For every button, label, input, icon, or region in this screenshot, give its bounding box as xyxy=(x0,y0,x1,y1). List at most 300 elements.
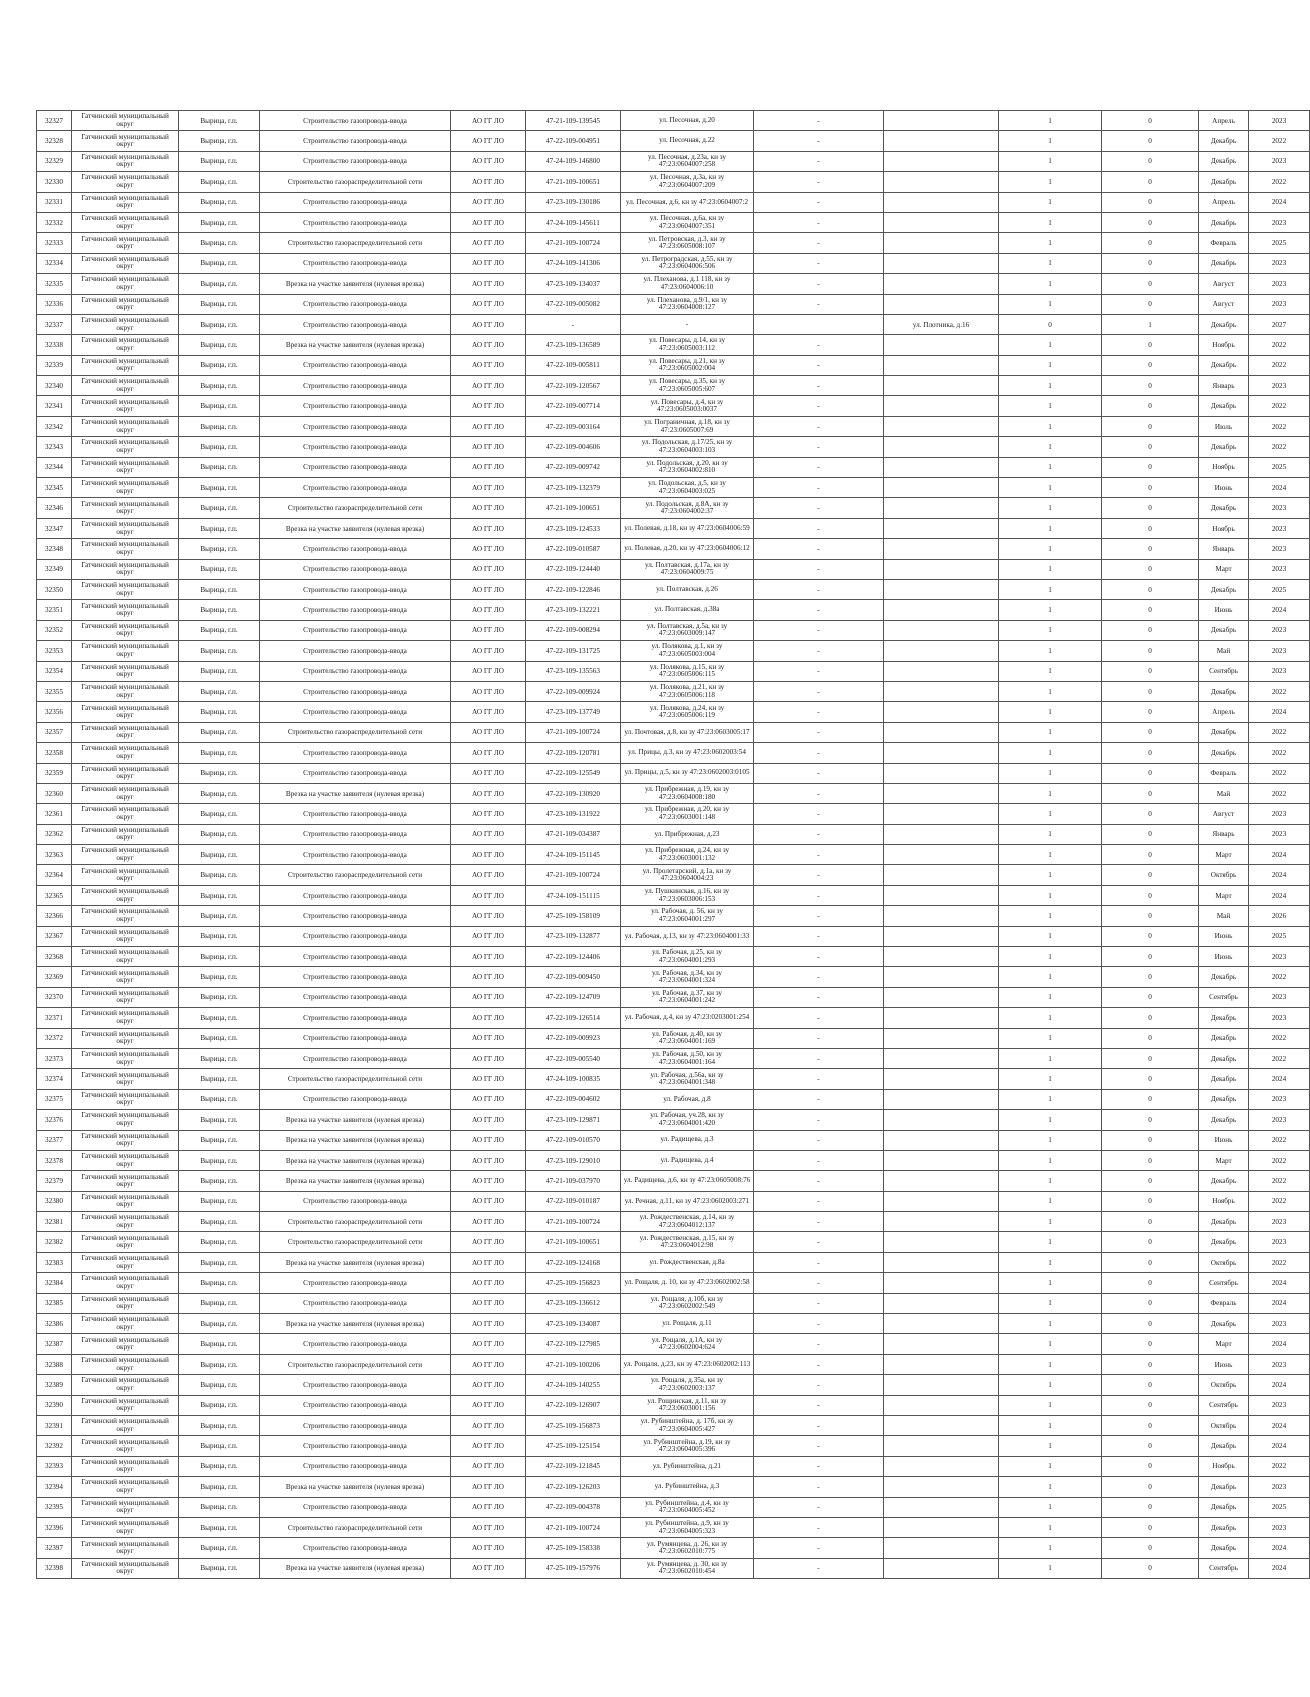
municipality-cell: Гатчинский муниципальный округ xyxy=(72,498,179,518)
count-b-cell: 0 xyxy=(1102,559,1199,579)
row-number-cell: 32378 xyxy=(37,1150,72,1170)
settlement-cell: Вырица, г.п. xyxy=(179,579,260,599)
year-cell: 2023 xyxy=(1249,212,1310,232)
settlement-cell: Вырица, г.п. xyxy=(179,314,260,334)
application-number-cell: 47-22-109-003164 xyxy=(526,416,621,436)
application-number-cell: 47-21-109-100724 xyxy=(526,865,621,885)
alt-address-cell: ул. Плотника, д.16 xyxy=(884,314,999,334)
settlement-cell: Вырица, г.п. xyxy=(179,437,260,457)
settlement-cell: Вырица, г.п. xyxy=(179,1538,260,1558)
month-cell: Май xyxy=(1199,641,1249,661)
month-cell: Октябрь xyxy=(1199,1252,1249,1272)
municipality-cell: Гатчинский муниципальный округ xyxy=(72,1212,179,1232)
work-type-cell: Строительство газопровода-ввода xyxy=(260,763,451,783)
settlement-cell: Вырица, г.п. xyxy=(179,253,260,273)
organization-cell: АО ГГ ЛО xyxy=(451,131,526,151)
alt-address-cell xyxy=(884,783,999,803)
address-cell: ул. Повесары, д.14, кн зу 47:23:0605003:112 xyxy=(621,335,754,355)
year-cell: 2025 xyxy=(1249,579,1310,599)
municipality-cell: Гатчинский муниципальный округ xyxy=(72,151,179,171)
alt-address-cell xyxy=(884,661,999,681)
year-cell: 2024 xyxy=(1249,1416,1310,1436)
application-number-cell: 47-22-109-122846 xyxy=(526,579,621,599)
organization-cell: АО ГГ ЛО xyxy=(451,1150,526,1170)
count-a-cell: 1 xyxy=(999,824,1102,844)
organization-cell: АО ГГ ЛО xyxy=(451,233,526,253)
organization-cell: АО ГГ ЛО xyxy=(451,151,526,171)
organization-cell: АО ГГ ЛО xyxy=(451,498,526,518)
table-row xyxy=(37,457,1310,477)
table-row xyxy=(37,1314,1310,1334)
address-cell: ул. Радищева, д.4 xyxy=(621,1150,754,1170)
month-cell: Ноябрь xyxy=(1199,1191,1249,1211)
row-number-cell: 32370 xyxy=(37,987,72,1007)
count-a-cell: 1 xyxy=(999,600,1102,620)
year-cell: 2024 xyxy=(1249,1069,1310,1089)
settlement-cell: Вырица, г.п. xyxy=(179,1130,260,1150)
row-number-cell: 32360 xyxy=(37,783,72,803)
year-cell: 2022 xyxy=(1249,1191,1310,1211)
dash-cell-cell: - xyxy=(754,111,884,131)
year-cell: 2023 xyxy=(1249,824,1310,844)
row-number-cell: 32374 xyxy=(37,1069,72,1089)
count-b-cell: 0 xyxy=(1102,845,1199,865)
municipality-cell: Гатчинский муниципальный округ xyxy=(72,1252,179,1272)
row-number-cell: 32387 xyxy=(37,1334,72,1354)
settlement-cell: Вырица, г.п. xyxy=(179,763,260,783)
year-cell: 2022 xyxy=(1249,681,1310,701)
month-cell: Июнь xyxy=(1199,926,1249,946)
settlement-cell: Вырица, г.п. xyxy=(179,743,260,763)
month-cell: Февраль xyxy=(1199,1293,1249,1313)
settlement-cell: Вырица, г.п. xyxy=(179,845,260,865)
count-b-cell: 0 xyxy=(1102,1436,1199,1456)
dash-cell-cell: - xyxy=(754,1110,884,1130)
year-cell: 2022 xyxy=(1249,396,1310,416)
organization-cell: АО ГГ ЛО xyxy=(451,1252,526,1272)
count-b-cell: 0 xyxy=(1102,151,1199,171)
count-a-cell: 1 xyxy=(999,620,1102,640)
dash-cell-cell: - xyxy=(754,1069,884,1089)
row-number-cell: 32395 xyxy=(37,1497,72,1517)
alt-address-cell xyxy=(884,376,999,396)
count-a-cell: 1 xyxy=(999,274,1102,294)
count-a-cell: 1 xyxy=(999,1191,1102,1211)
address-cell: ул. Подольская, д.20, кн зу 47:23:0604002:810 xyxy=(621,457,754,477)
dash-cell-cell: - xyxy=(754,600,884,620)
count-a-cell: 1 xyxy=(999,743,1102,763)
alt-address-cell xyxy=(884,641,999,661)
address-cell: ул. Рубинштейна, д.21 xyxy=(621,1456,754,1476)
organization-cell: АО ГГ ЛО xyxy=(451,192,526,212)
application-number-cell: 47-22-109-004602 xyxy=(526,1089,621,1109)
dash-cell-cell xyxy=(754,314,884,334)
organization-cell: АО ГГ ЛО xyxy=(451,1191,526,1211)
year-cell: 2022 xyxy=(1249,1150,1310,1170)
address-cell: ул. Рощаля, д. 10, кн зу 47:23:0602002:58 xyxy=(621,1273,754,1293)
organization-cell: АО ГГ ЛО xyxy=(451,987,526,1007)
year-cell: 2023 xyxy=(1249,1314,1310,1334)
count-a-cell: 1 xyxy=(999,416,1102,436)
table-row xyxy=(37,212,1310,232)
municipality-cell: Гатчинский муниципальный округ xyxy=(72,804,179,824)
work-type-cell: Строительство газопровода-ввода xyxy=(260,906,451,926)
application-number-cell: 47-23-109-136589 xyxy=(526,335,621,355)
month-cell: Декабрь xyxy=(1199,172,1249,192)
dash-cell-cell: - xyxy=(754,1456,884,1476)
work-type-cell: Строительство газопровода-ввода xyxy=(260,845,451,865)
settlement-cell: Вырица, г.п. xyxy=(179,1069,260,1089)
municipality-cell: Гатчинский муниципальный округ xyxy=(72,743,179,763)
month-cell: Декабрь xyxy=(1199,1069,1249,1089)
month-cell: Декабрь xyxy=(1199,620,1249,640)
month-cell: Март xyxy=(1199,1334,1249,1354)
address-cell: ул. Рубинштейна, д.19, кн зу 47:23:0604005:396 xyxy=(621,1436,754,1456)
month-cell: Сентябрь xyxy=(1199,1395,1249,1415)
month-cell: Июнь xyxy=(1199,600,1249,620)
settlement-cell: Вырица, г.п. xyxy=(179,1232,260,1252)
organization-cell: АО ГГ ЛО xyxy=(451,1538,526,1558)
row-number-cell: 32367 xyxy=(37,926,72,946)
table-row xyxy=(37,314,1310,334)
month-cell: Ноябрь xyxy=(1199,518,1249,538)
alt-address-cell xyxy=(884,1150,999,1170)
table-row xyxy=(37,681,1310,701)
dash-cell-cell: - xyxy=(754,539,884,559)
count-a-cell: 1 xyxy=(999,681,1102,701)
work-type-cell: Строительство газопровода-ввода xyxy=(260,212,451,232)
settlement-cell: Вырица, г.п. xyxy=(179,559,260,579)
year-cell: 2024 xyxy=(1249,702,1310,722)
settlement-cell: Вырица, г.п. xyxy=(179,192,260,212)
month-cell: Май xyxy=(1199,783,1249,803)
settlement-cell: Вырица, г.п. xyxy=(179,926,260,946)
work-type-cell: Строительство газораспределительной сети xyxy=(260,722,451,742)
month-cell: Декабрь xyxy=(1199,131,1249,151)
work-type-cell: Строительство газопровода-ввода xyxy=(260,641,451,661)
dash-cell-cell: - xyxy=(754,151,884,171)
organization-cell: АО ГГ ЛО xyxy=(451,1314,526,1334)
application-number-cell: 47-21-109-037970 xyxy=(526,1171,621,1191)
count-b-cell: 0 xyxy=(1102,1395,1199,1415)
organization-cell: АО ГГ ЛО xyxy=(451,212,526,232)
count-b-cell: 0 xyxy=(1102,967,1199,987)
alt-address-cell xyxy=(884,1314,999,1334)
dash-cell-cell: - xyxy=(754,1089,884,1109)
row-number-cell: 32391 xyxy=(37,1416,72,1436)
count-b-cell: 0 xyxy=(1102,416,1199,436)
year-cell: 2023 xyxy=(1249,1212,1310,1232)
year-cell: 2024 xyxy=(1249,1375,1310,1395)
year-cell: 2025 xyxy=(1249,233,1310,253)
settlement-cell: Вырица, г.п. xyxy=(179,1497,260,1517)
alt-address-cell xyxy=(884,743,999,763)
municipality-cell: Гатчинский муниципальный округ xyxy=(72,620,179,640)
alt-address-cell xyxy=(884,111,999,131)
table-row xyxy=(37,743,1310,763)
year-cell: 2023 xyxy=(1249,1232,1310,1252)
application-number-cell: 47-22-109-007714 xyxy=(526,396,621,416)
row-number-cell: 32366 xyxy=(37,906,72,926)
count-a-cell: 1 xyxy=(999,1558,1102,1578)
settlement-cell: Вырица, г.п. xyxy=(179,1334,260,1354)
row-number-cell: 32344 xyxy=(37,457,72,477)
table-row xyxy=(37,1558,1310,1578)
alt-address-cell xyxy=(884,1354,999,1374)
month-cell: Июнь xyxy=(1199,1354,1249,1374)
count-a-cell: 1 xyxy=(999,192,1102,212)
work-type-cell: Строительство газопровода-ввода xyxy=(260,1456,451,1476)
address-cell: ул. Повесары, д.21, кн зу 47:23:0605002:004 xyxy=(621,355,754,375)
address-cell: ул. Рабочая, д.50, кн зу 47:23:0604001:164 xyxy=(621,1048,754,1068)
count-b-cell: 0 xyxy=(1102,111,1199,131)
municipality-cell: Гатчинский муниципальный округ xyxy=(72,1028,179,1048)
count-b-cell: 0 xyxy=(1102,906,1199,926)
count-b-cell: 0 xyxy=(1102,233,1199,253)
settlement-cell: Вырица, г.п. xyxy=(179,620,260,640)
year-cell: 2024 xyxy=(1249,478,1310,498)
settlement-cell: Вырица, г.п. xyxy=(179,967,260,987)
month-cell: Декабрь xyxy=(1199,1538,1249,1558)
count-b-cell: 0 xyxy=(1102,518,1199,538)
address-cell: ул. Полякова, д.1, кн зу 47:23:0605003:004 xyxy=(621,641,754,661)
settlement-cell: Вырица, г.п. xyxy=(179,906,260,926)
table-row xyxy=(37,600,1310,620)
alt-address-cell xyxy=(884,620,999,640)
settlement-cell: Вырица, г.п. xyxy=(179,376,260,396)
dash-cell-cell: - xyxy=(754,1354,884,1374)
table-row xyxy=(37,641,1310,661)
address-cell: ул. Рубинштейна, д.4, кн зу 47:23:0604005:452 xyxy=(621,1497,754,1517)
table-row xyxy=(37,1028,1310,1048)
municipality-cell: Гатчинский муниципальный округ xyxy=(72,539,179,559)
count-a-cell: 1 xyxy=(999,294,1102,314)
count-b-cell: 0 xyxy=(1102,763,1199,783)
application-number-cell: 47-22-109-009923 xyxy=(526,1028,621,1048)
municipality-cell: Гатчинский муниципальный округ xyxy=(72,661,179,681)
month-cell: Июль xyxy=(1199,416,1249,436)
document-page xyxy=(36,110,1287,1579)
count-b-cell: 0 xyxy=(1102,1252,1199,1272)
month-cell: Август xyxy=(1199,804,1249,824)
year-cell: 2022 xyxy=(1249,416,1310,436)
organization-cell: АО ГГ ЛО xyxy=(451,539,526,559)
dash-cell-cell: - xyxy=(754,1008,884,1028)
alt-address-cell xyxy=(884,212,999,232)
dash-cell-cell: - xyxy=(754,1436,884,1456)
dash-cell-cell: - xyxy=(754,1375,884,1395)
alt-address-cell xyxy=(884,967,999,987)
municipality-cell: Гатчинский муниципальный округ xyxy=(72,1069,179,1089)
count-b-cell: 0 xyxy=(1102,1008,1199,1028)
municipality-cell: Гатчинский муниципальный округ xyxy=(72,1008,179,1028)
municipality-cell: Гатчинский муниципальный округ xyxy=(72,1232,179,1252)
count-a-cell: 1 xyxy=(999,865,1102,885)
dash-cell-cell: - xyxy=(754,518,884,538)
count-a-cell: 1 xyxy=(999,1048,1102,1068)
count-b-cell: 0 xyxy=(1102,1150,1199,1170)
alt-address-cell xyxy=(884,131,999,151)
municipality-cell: Гатчинский муниципальный округ xyxy=(72,722,179,742)
table-row xyxy=(37,1354,1310,1374)
settlement-cell: Вырица, г.п. xyxy=(179,824,260,844)
address-cell: ул. Прибрежная, д.20, кн зу 47:23:0603001:148 xyxy=(621,804,754,824)
dash-cell-cell: - xyxy=(754,865,884,885)
month-cell: Декабрь xyxy=(1199,722,1249,742)
organization-cell: АО ГГ ЛО xyxy=(451,253,526,273)
work-type-cell: Строительство газораспределительной сети xyxy=(260,498,451,518)
dash-cell-cell: - xyxy=(754,661,884,681)
count-b-cell: 0 xyxy=(1102,212,1199,232)
address-cell: ул. Плеханова, д.1 118, кн зу 47:23:0604006:10 xyxy=(621,274,754,294)
organization-cell: АО ГГ ЛО xyxy=(451,906,526,926)
settlement-cell: Вырица, г.п. xyxy=(179,1375,260,1395)
organization-cell: АО ГГ ЛО xyxy=(451,1416,526,1436)
count-b-cell: 0 xyxy=(1102,1497,1199,1517)
count-b-cell: 0 xyxy=(1102,355,1199,375)
table-row xyxy=(37,967,1310,987)
organization-cell: АО ГГ ЛО xyxy=(451,620,526,640)
dash-cell-cell: - xyxy=(754,335,884,355)
count-a-cell: 1 xyxy=(999,1171,1102,1191)
table-row xyxy=(37,845,1310,865)
organization-cell: АО ГГ ЛО xyxy=(451,335,526,355)
count-a-cell: 1 xyxy=(999,1375,1102,1395)
application-number-cell: 47-21-109-100724 xyxy=(526,1517,621,1537)
organization-cell: АО ГГ ЛО xyxy=(451,967,526,987)
row-number-cell: 32352 xyxy=(37,620,72,640)
year-cell: 2024 xyxy=(1249,600,1310,620)
application-number-cell: 47-23-109-132221 xyxy=(526,600,621,620)
application-number-cell: 47-22-109-009924 xyxy=(526,681,621,701)
count-b-cell: 0 xyxy=(1102,865,1199,885)
application-number-cell: 47-23-109-134087 xyxy=(526,1314,621,1334)
count-a-cell: 0 xyxy=(999,314,1102,334)
row-number-cell: 32337 xyxy=(37,314,72,334)
count-b-cell: 0 xyxy=(1102,1477,1199,1497)
alt-address-cell xyxy=(884,1089,999,1109)
alt-address-cell xyxy=(884,518,999,538)
row-number-cell: 32355 xyxy=(37,681,72,701)
organization-cell: АО ГГ ЛО xyxy=(451,1130,526,1150)
count-b-cell: 0 xyxy=(1102,539,1199,559)
municipality-cell: Гатчинский муниципальный округ xyxy=(72,1375,179,1395)
table-row xyxy=(37,926,1310,946)
organization-cell: АО ГГ ЛО xyxy=(451,763,526,783)
address-cell: ул. Рощаля, д.35а, кн зу 47:23:0602003:137 xyxy=(621,1375,754,1395)
organization-cell: АО ГГ ЛО xyxy=(451,1375,526,1395)
settlement-cell: Вырица, г.п. xyxy=(179,233,260,253)
row-number-cell: 32388 xyxy=(37,1354,72,1374)
count-b-cell: 0 xyxy=(1102,1314,1199,1334)
month-cell: Декабрь xyxy=(1199,579,1249,599)
settlement-cell: Вырица, г.п. xyxy=(179,478,260,498)
row-number-cell: 32340 xyxy=(37,376,72,396)
dash-cell-cell: - xyxy=(754,906,884,926)
table-row xyxy=(37,233,1310,253)
municipality-cell: Гатчинский муниципальный округ xyxy=(72,1395,179,1415)
municipality-cell: Гатчинский муниципальный округ xyxy=(72,1497,179,1517)
address-cell: ул. Плеханова, д.9/1, кн зу 47:23:0604008:127 xyxy=(621,294,754,314)
count-b-cell: 0 xyxy=(1102,396,1199,416)
month-cell: Сентябрь xyxy=(1199,661,1249,681)
work-type-cell: Строительство газопровода-ввода xyxy=(260,151,451,171)
year-cell: 2022 xyxy=(1249,172,1310,192)
settlement-cell: Вырица, г.п. xyxy=(179,1252,260,1272)
dash-cell-cell: - xyxy=(754,987,884,1007)
table-row xyxy=(37,1089,1310,1109)
organization-cell: АО ГГ ЛО xyxy=(451,396,526,416)
alt-address-cell xyxy=(884,1171,999,1191)
work-type-cell: Строительство газопровода-ввода xyxy=(260,661,451,681)
alt-address-cell xyxy=(884,478,999,498)
year-cell: 2023 xyxy=(1249,1110,1310,1130)
work-type-cell: Строительство газораспределительной сети xyxy=(260,1517,451,1537)
count-b-cell: 0 xyxy=(1102,1558,1199,1578)
month-cell: Апрель xyxy=(1199,111,1249,131)
work-type-cell: Строительство газопровода-ввода xyxy=(260,437,451,457)
alt-address-cell xyxy=(884,906,999,926)
address-cell: ул. Подольская, д.5, кн зу 47:23:0604003:025 xyxy=(621,478,754,498)
month-cell: Декабрь xyxy=(1199,314,1249,334)
application-number-cell: 47-24-109-145611 xyxy=(526,212,621,232)
year-cell: 2022 xyxy=(1249,967,1310,987)
municipality-cell: Гатчинский муниципальный округ xyxy=(72,1048,179,1068)
dash-cell-cell: - xyxy=(754,294,884,314)
count-b-cell: 0 xyxy=(1102,743,1199,763)
address-cell: ул. Рощаля, д.11 xyxy=(621,1314,754,1334)
organization-cell: АО ГГ ЛО xyxy=(451,294,526,314)
count-a-cell: 1 xyxy=(999,1334,1102,1354)
application-number-cell: 47-24-109-100835 xyxy=(526,1069,621,1089)
settlement-cell: Вырица, г.п. xyxy=(179,1110,260,1130)
dash-cell-cell: - xyxy=(754,763,884,783)
table-row xyxy=(37,987,1310,1007)
application-number-cell: 47-21-109-139545 xyxy=(526,111,621,131)
application-number-cell: 47-22-109-120567 xyxy=(526,376,621,396)
dash-cell-cell: - xyxy=(754,1395,884,1415)
row-number-cell: 32382 xyxy=(37,1232,72,1252)
alt-address-cell xyxy=(884,1069,999,1089)
application-number-cell: 47-22-109-124709 xyxy=(526,987,621,1007)
row-number-cell: 32371 xyxy=(37,1008,72,1028)
dash-cell-cell: - xyxy=(754,620,884,640)
dash-cell-cell: - xyxy=(754,1232,884,1252)
count-a-cell: 1 xyxy=(999,355,1102,375)
month-cell: Декабрь xyxy=(1199,1171,1249,1191)
table-row xyxy=(37,416,1310,436)
count-b-cell: 0 xyxy=(1102,498,1199,518)
alt-address-cell xyxy=(884,1477,999,1497)
row-number-cell: 32383 xyxy=(37,1252,72,1272)
application-number-cell: 47-22-109-005540 xyxy=(526,1048,621,1068)
dash-cell-cell: - xyxy=(754,559,884,579)
row-number-cell: 32368 xyxy=(37,947,72,967)
work-type-cell: Врезка на участке заявителя (нулевая врезка) xyxy=(260,783,451,803)
count-b-cell: 0 xyxy=(1102,478,1199,498)
municipality-cell: Гатчинский муниципальный округ xyxy=(72,1130,179,1150)
settlement-cell: Вырица, г.п. xyxy=(179,804,260,824)
table-row xyxy=(37,151,1310,171)
count-a-cell: 1 xyxy=(999,518,1102,538)
year-cell: 2023 xyxy=(1249,641,1310,661)
application-number-cell: 47-22-109-126203 xyxy=(526,1477,621,1497)
year-cell: 2023 xyxy=(1249,253,1310,273)
work-type-cell: Строительство газопровода-ввода xyxy=(260,885,451,905)
municipality-cell: Гатчинский муниципальный округ xyxy=(72,1273,179,1293)
municipality-cell: Гатчинский муниципальный округ xyxy=(72,335,179,355)
table-row xyxy=(37,702,1310,722)
